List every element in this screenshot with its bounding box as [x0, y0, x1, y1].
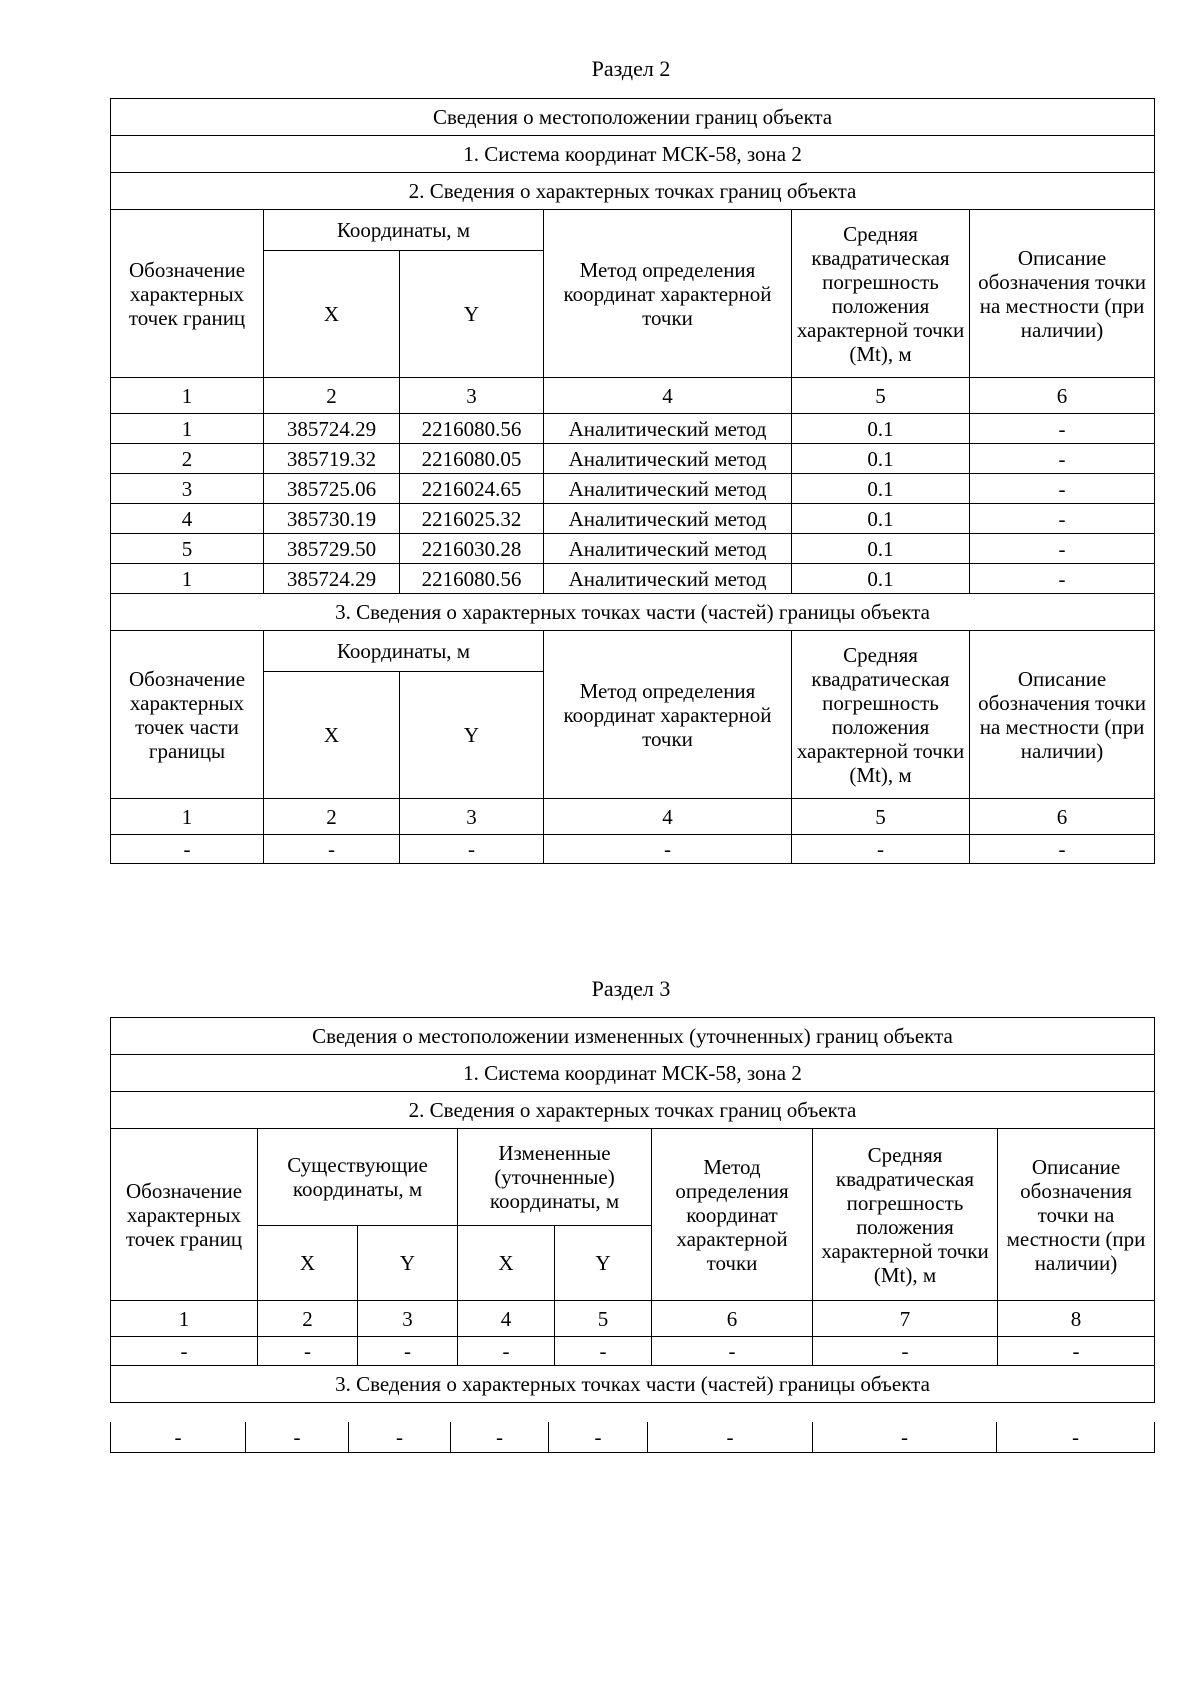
parts-header-method: Метод определения координат характерной точки — [544, 631, 792, 799]
section-2-parts-heading: 3. Сведения о характерных точках части (частей) границы объекта — [111, 594, 1155, 631]
point-x: 385730.19 — [264, 504, 400, 534]
point-designation: 1 — [111, 414, 264, 444]
column-number: 1 — [111, 378, 264, 414]
table-cell: - — [555, 1337, 652, 1366]
header-existing-x: X — [258, 1226, 358, 1301]
point-description: - — [970, 504, 1155, 534]
table-cell: - — [544, 835, 792, 864]
point-description: - — [970, 564, 1155, 594]
section-3-heading: Сведения о местоположении измененных (уточненных) границ объекта — [111, 1018, 1155, 1055]
point-error: 0.1 — [792, 504, 970, 534]
column-number: 3 — [400, 378, 544, 414]
column-number: 6 — [970, 799, 1155, 835]
table-row — [111, 1337, 1155, 1366]
point-y: 2216080.56 — [400, 414, 544, 444]
table-row — [111, 444, 1155, 474]
point-method: Аналитический метод — [544, 564, 792, 594]
section-3-table — [110, 1017, 1155, 1403]
header-changed-y: Y — [555, 1226, 652, 1301]
column-number: 1 — [111, 1301, 258, 1337]
header-description: Описание обозначения точки на местности (при наличии) — [970, 210, 1155, 378]
section-3-title: Раздел 3 — [591, 976, 671, 1001]
column-number: 3 — [358, 1301, 458, 1337]
section-2-points-heading: 2. Сведения о характерных точках границ объекта — [111, 173, 1155, 210]
column-number: 8 — [998, 1301, 1155, 1337]
table-cell: - — [792, 835, 970, 864]
table-cell: - — [648, 1422, 813, 1453]
table-cell: - — [111, 835, 264, 864]
parts-header-description: Описание обозначения точки на местности (при наличии) — [970, 631, 1155, 799]
point-description: - — [970, 444, 1155, 474]
table-cell: - — [970, 835, 1155, 864]
header-coordinates: Координаты, м — [264, 210, 544, 251]
header-y: Y — [400, 251, 544, 378]
section-3-parts-table — [110, 1422, 1155, 1453]
point-description: - — [970, 534, 1155, 564]
header-designation: Обозначение характерных точек границ — [111, 210, 264, 378]
table-cell: - — [458, 1337, 555, 1366]
table-cell: - — [652, 1337, 813, 1366]
header-method: Метод определения координат характерной точки — [544, 210, 792, 378]
column-numbers-row — [111, 378, 1155, 414]
point-error: 0.1 — [792, 564, 970, 594]
table-cell: - — [549, 1422, 648, 1453]
column-number: 5 — [792, 799, 970, 835]
point-error: 0.1 — [792, 474, 970, 504]
table-row — [111, 474, 1155, 504]
column-numbers-row — [111, 1301, 1155, 1337]
point-method: Аналитический метод — [544, 444, 792, 474]
column-number: 5 — [792, 378, 970, 414]
header-existing-y: Y — [358, 1226, 458, 1301]
column-number: 5 — [555, 1301, 652, 1337]
point-description: - — [970, 414, 1155, 444]
section-3-points-heading: 2. Сведения о характерных точках границ объекта — [111, 1092, 1155, 1129]
point-error: 0.1 — [792, 444, 970, 474]
table-cell: - — [111, 1337, 258, 1366]
parts-header-designation: Обозначение характерных точек части границы — [111, 631, 264, 799]
table-row — [111, 504, 1155, 534]
header-existing-coordinates: Существующие координаты, м — [258, 1129, 458, 1226]
table-cell: - — [400, 835, 544, 864]
table-cell: - — [998, 1337, 1155, 1366]
header-designation: Обозначение характерных точек границ — [111, 1129, 258, 1301]
point-x: 385725.06 — [264, 474, 400, 504]
point-designation: 1 — [111, 564, 264, 594]
section-3-coordinate-system: 1. Система координат МСК-58, зона 2 — [111, 1055, 1155, 1092]
point-method: Аналитический метод — [544, 534, 792, 564]
point-designation: 5 — [111, 534, 264, 564]
column-number: 3 — [400, 799, 544, 835]
point-y: 2216024.65 — [400, 474, 544, 504]
table-cell: - — [264, 835, 400, 864]
table-cell: - — [349, 1422, 451, 1453]
column-number: 6 — [970, 378, 1155, 414]
point-designation: 3 — [111, 474, 264, 504]
point-error: 0.1 — [792, 414, 970, 444]
column-number: 7 — [813, 1301, 998, 1337]
table-cell: - — [111, 1422, 246, 1453]
header-x: X — [264, 251, 400, 378]
point-x: 385724.29 — [264, 564, 400, 594]
table-cell: - — [813, 1422, 997, 1453]
point-y: 2216030.28 — [400, 534, 544, 564]
section-2-heading: Сведения о местоположении границ объекта — [111, 99, 1155, 136]
point-designation: 4 — [111, 504, 264, 534]
point-x: 385724.29 — [264, 414, 400, 444]
table-cell: - — [997, 1422, 1155, 1453]
point-x: 385719.32 — [264, 444, 400, 474]
column-number: 2 — [264, 378, 400, 414]
table-cell: - — [258, 1337, 358, 1366]
column-number: 4 — [544, 378, 792, 414]
section-2-table — [110, 98, 1155, 864]
point-description: - — [970, 474, 1155, 504]
column-number: 4 — [544, 799, 792, 835]
column-number: 2 — [258, 1301, 358, 1337]
section-2-title: Раздел 2 — [591, 56, 671, 81]
header-changed-coordinates: Измененные (уточненные) координаты, м — [458, 1129, 652, 1226]
section-2-coordinate-system: 1. Система координат МСК-58, зона 2 — [111, 136, 1155, 173]
table-row — [111, 1422, 1155, 1453]
point-error: 0.1 — [792, 534, 970, 564]
point-y: 2216025.32 — [400, 504, 544, 534]
parts-header-coordinates: Координаты, м — [264, 631, 544, 672]
table-cell: - — [246, 1422, 349, 1453]
parts-header-x: X — [264, 672, 400, 799]
header-method: Метод определения координат характерной точки — [652, 1129, 813, 1301]
table-cell: - — [451, 1422, 549, 1453]
point-method: Аналитический метод — [544, 474, 792, 504]
point-method: Аналитический метод — [544, 504, 792, 534]
point-method: Аналитический метод — [544, 414, 792, 444]
column-number: 1 — [111, 799, 264, 835]
point-x: 385729.50 — [264, 534, 400, 564]
table-row — [111, 835, 1155, 864]
point-y: 2216080.56 — [400, 564, 544, 594]
table-row — [111, 564, 1155, 594]
column-number: 2 — [264, 799, 400, 835]
column-number: 6 — [652, 1301, 813, 1337]
table-row — [111, 534, 1155, 564]
parts-header-y: Y — [400, 672, 544, 799]
parts-column-numbers-row — [111, 799, 1155, 835]
point-designation: 2 — [111, 444, 264, 474]
header-error: Средняя квадратическая погрешность положения характерной точки (Mt), м — [792, 210, 970, 378]
table-cell: - — [813, 1337, 998, 1366]
table-row — [111, 414, 1155, 444]
table-cell: - — [358, 1337, 458, 1366]
point-y: 2216080.05 — [400, 444, 544, 474]
header-error: Средняя квадратическая погрешность положения характерной точки (Mt), м — [813, 1129, 998, 1301]
header-changed-x: X — [458, 1226, 555, 1301]
parts-header-error: Средняя квадратическая погрешность положения характерной точки (Mt), м — [792, 631, 970, 799]
section-3-parts-heading: 3. Сведения о характерных точках части (частей) границы объекта — [111, 1366, 1155, 1403]
header-description: Описание обозначения точки на местности (при наличии) — [998, 1129, 1155, 1301]
column-number: 4 — [458, 1301, 555, 1337]
